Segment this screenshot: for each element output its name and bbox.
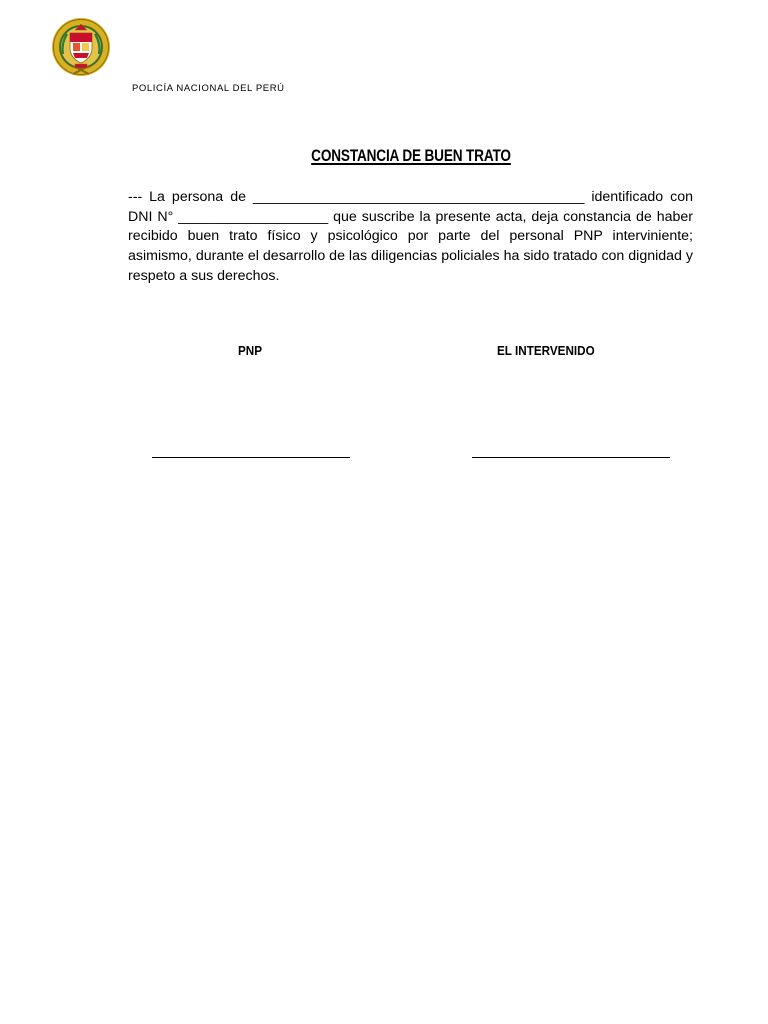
document-body: --- La persona de __________________________________________ identificado con DNI N° ___________________ que suscribe la presente acta, deja constancia de haber recibido buen trato físico y psicológico por parte del personal PNP interviniente; asimismo, durante el desarrollo de las diligencias policiales ha sido tratado con dignidad y respeto a sus derechos. xyxy=(128,189,693,284)
signature-label-intervenido: EL INTERVENIDO xyxy=(497,343,595,358)
signature-label-pnp: PNP xyxy=(238,343,263,358)
signature-line-pnp xyxy=(152,457,350,458)
pnp-emblem-icon xyxy=(51,16,111,80)
document-title: CONSTANCIA DE BUEN TRATO xyxy=(311,146,511,165)
institution-name: POLICÍA NACIONAL DEL PERÚ xyxy=(132,83,285,94)
signature-line-intervenido xyxy=(472,457,670,458)
